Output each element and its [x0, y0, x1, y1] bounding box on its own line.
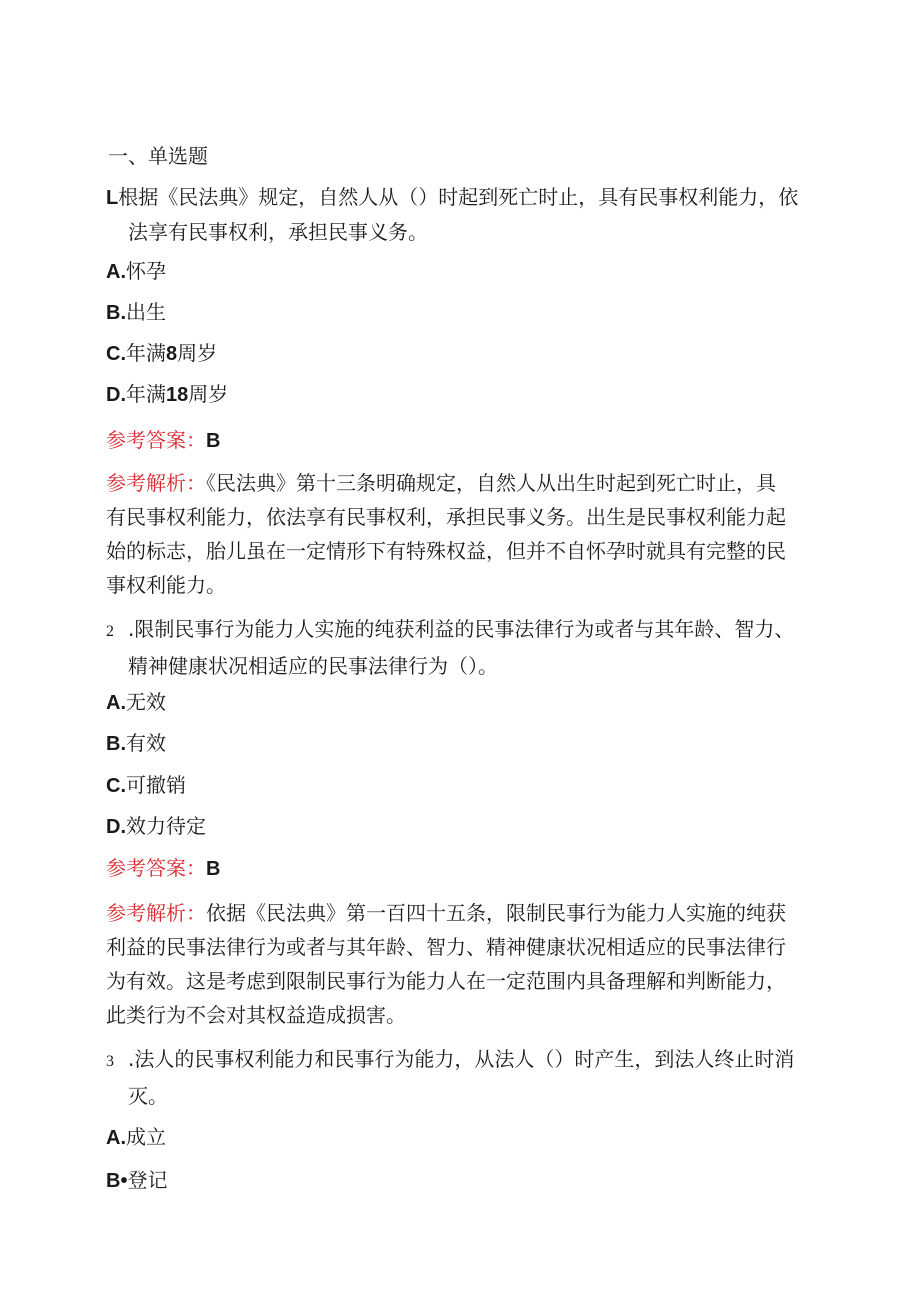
option-c: C.年满8周岁 [106, 341, 218, 365]
option-a: A.成立 [106, 1125, 166, 1149]
option-b: B.出生 [106, 300, 166, 324]
question-number: 2 [106, 623, 114, 640]
question-number: 3 [106, 1053, 114, 1070]
question-text-continued: 精神健康状况相适应的民事法律行为（）。 [128, 654, 498, 678]
question-text: 根据《民法典》规定，自然人从（）时起到死亡时止，具有民事权利能力，依 [118, 185, 799, 209]
question-3: 3 .法人的民事权利能力和民事行为能力，从法人（）时产生，到法人终止时消 灭。 [106, 1042, 806, 1113]
reference-answer: 参考答案：B [106, 428, 221, 452]
question-2: 2 .限制民事行为能力人实施的纯获利益的民事法律行为或者与其年龄、智力、 精神健康状况相适应的民事法律行为（）。 [106, 612, 806, 683]
option-d: D.效力待定 [106, 814, 206, 838]
option-a: A.怀孕 [106, 259, 166, 283]
option-b: B•登记 [106, 1168, 168, 1192]
option-b: B.有效 [106, 731, 166, 755]
reference-analysis: 参考解析：依据《民法典》第一百四十五条，限制民事行为能力人实施的纯获 利益的民事法律行为或者与其年龄、智力、精神健康状况相适应的民事法律行 为有效。这是考虑到限制民事行为能力人在一定范围内具备理解和判断能力， 此类行为不会对其权益造成损害。 [106, 901, 786, 1027]
option-a: A.无效 [106, 690, 166, 714]
question-text: 限制民事行为能力人实施的纯获利益的民事法律行为或者与其年龄、智力、 [134, 617, 795, 641]
reference-analysis: 参考解析：《民法典》第十三条明确规定，自然人从出生时起到死亡时止，具 有民事权利能力，依法享有民事权利，承担民事义务。出生是民事权利能力起 始的标志，胎儿虽在一定情形下有特殊权益，但并不自怀孕时就具有完整的民 事权利能力。 [106, 471, 786, 597]
question-text-continued: 法享有民事权利，承担民事义务。 [128, 220, 428, 244]
section-title: 一、单选题 [108, 144, 208, 168]
reference-answer: 参考答案：B [106, 856, 221, 880]
question-text: 法人的民事权利能力和民事行为能力，从法人（）时产生，到法人终止时消 [134, 1047, 795, 1071]
question-text-continued: 灭。 [128, 1084, 168, 1108]
question-number: L [106, 187, 119, 209]
question-1 [106, 180, 806, 249]
option-d: D.年满18周岁 [106, 382, 229, 406]
option-c: C.可撤销 [106, 773, 186, 797]
